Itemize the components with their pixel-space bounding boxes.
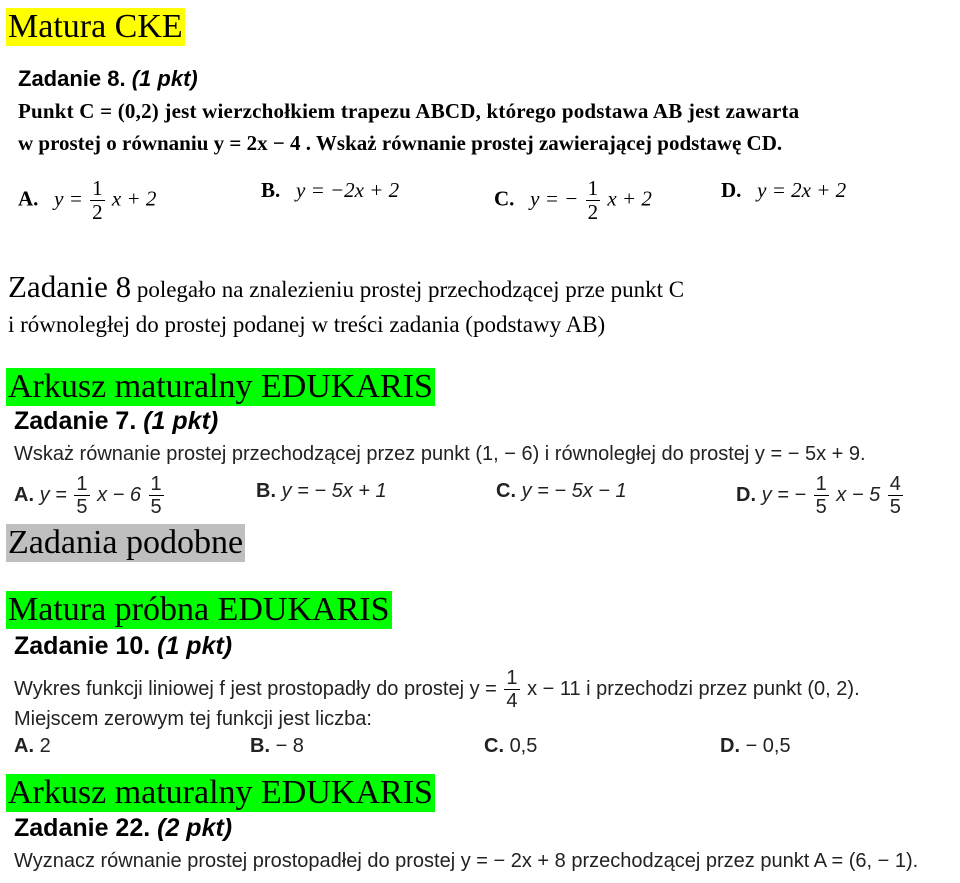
task8-answer-a bbox=[18, 178, 156, 223]
task22-title-text: Zadanie 22. bbox=[14, 814, 151, 842]
answer-label: D. bbox=[736, 483, 756, 506]
answer-label: A. bbox=[14, 483, 34, 506]
task10-answer-a: A. 2 bbox=[14, 735, 51, 757]
explanation-rest: polegało na znalezieniu prostej przechodzącej prze punkt C bbox=[131, 277, 685, 302]
task22-points: (2 pkt) bbox=[157, 814, 233, 842]
answer-text: y = 2x + 2 bbox=[757, 178, 847, 202]
answer-label: B. bbox=[256, 480, 276, 502]
task7-line1: Wskaż równanie prostej przechodzącej przez punkt (1, − 6) i równoległej do prostej y = − 5x + 9. bbox=[14, 443, 866, 465]
task10-answer-c: C. 0,5 bbox=[484, 735, 538, 757]
explanation-line2: i równoległej do prostej podanej w treści zadania (podstawy AB) bbox=[8, 312, 606, 337]
task10-answer-b: B. − 8 bbox=[250, 735, 304, 757]
fraction: $\frac{1}{2}$ bbox=[587, 176, 599, 224]
answer-label: C. bbox=[494, 186, 515, 211]
task22-title bbox=[14, 814, 232, 843]
task8-answer-d bbox=[721, 178, 846, 203]
task8-title bbox=[18, 66, 198, 92]
explanation-bold: Zadanie 8 bbox=[8, 269, 132, 304]
task8-answers bbox=[18, 168, 918, 222]
fraction: $\frac{1}{2}$ bbox=[92, 176, 103, 224]
task7-answer-c: C. y = − 5x − 1 bbox=[496, 480, 627, 502]
heading-matura-cke: Matura CKE bbox=[8, 8, 183, 45]
answer-label: B. bbox=[261, 178, 281, 202]
task8-answer-b bbox=[261, 178, 399, 203]
task8-line1: Punkt C = (0,2) jest wierzchołkiem trapezu ABCD, którego podstawa AB jest zawarta bbox=[18, 99, 800, 123]
answer-text: x + 2 bbox=[607, 186, 652, 211]
heading-zadania-podobne: Zadania podobne bbox=[8, 524, 244, 561]
task10-title bbox=[14, 632, 232, 661]
task7-points: (1 pkt) bbox=[143, 407, 219, 435]
answer-text: y = − bbox=[530, 186, 579, 211]
task22-line1: Wyznacz równanie prostej prostopadłej do prostej y = − 2x + 8 przechodzącej przez punkt A = (6, − 1). bbox=[14, 850, 919, 872]
answer-label: A. bbox=[18, 186, 39, 211]
task8-answer-c bbox=[494, 178, 652, 223]
task8-title-text: Zadanie 8. bbox=[18, 66, 126, 91]
heading-matura-probna: Matura próbna EDUKARIS bbox=[8, 591, 390, 628]
task10-line2: Miejscem zerowym tej funkcji jest liczba: bbox=[14, 708, 372, 730]
task10-answers bbox=[14, 735, 944, 763]
task7-title-text: Zadanie 7. bbox=[14, 407, 137, 435]
fraction: $\frac{1}{4}$ bbox=[506, 667, 518, 712]
answer-label: A. bbox=[14, 735, 34, 757]
answer-label: C. bbox=[496, 480, 516, 502]
task10-answer-d: D. − 0,5 bbox=[720, 735, 791, 757]
task8-points: (1 pkt) bbox=[131, 66, 198, 91]
answer-label: D. bbox=[720, 735, 740, 757]
fraction: $\frac{4}{5}$ bbox=[889, 473, 901, 518]
task10-title-text: Zadanie 10. bbox=[14, 632, 151, 660]
fraction: $\frac{1}{5}$ bbox=[150, 473, 162, 518]
answer-text: x + 2 bbox=[111, 186, 157, 211]
task7-answers bbox=[14, 468, 944, 518]
answer-text: y = −2x + 2 bbox=[296, 178, 400, 202]
answer-label: B. bbox=[250, 735, 270, 757]
heading-arkusz-edukaris-2: Arkusz maturalny EDUKARIS bbox=[8, 774, 433, 811]
task10-line1: Wykres funkcji liniowej f jest prostopadły do prostej y = $\frac{1}{4}$ x − 11 i przechodzi przez punkt (0, 2). bbox=[14, 667, 860, 712]
fraction: $\frac{1}{5}$ bbox=[815, 473, 827, 518]
answer-label: D. bbox=[721, 178, 742, 202]
task10-points: (1 pkt) bbox=[157, 632, 233, 660]
task8-line2: w prostej o równaniu y = 2x − 4 . Wskaż równanie prostej zawierającej podstawę CD. bbox=[18, 131, 783, 155]
task7-answer-d: D. y = − $\frac{1}{5}$ x − 5 $\frac{4}{5}$ bbox=[736, 473, 901, 518]
task7-title bbox=[14, 407, 218, 436]
answer-text: y = bbox=[54, 186, 83, 211]
answer-label: C. bbox=[484, 735, 504, 757]
task7-answer-a: A. y = $\frac{1}{5}$ x − 6 $\frac{1}{5}$ bbox=[14, 473, 162, 518]
fraction: $\frac{1}{5}$ bbox=[76, 473, 88, 518]
explanation-line1 bbox=[8, 269, 685, 305]
task7-answer-b: B. y = − 5x + 1 bbox=[256, 480, 387, 502]
heading-arkusz-edukaris-1: Arkusz maturalny EDUKARIS bbox=[8, 368, 433, 405]
